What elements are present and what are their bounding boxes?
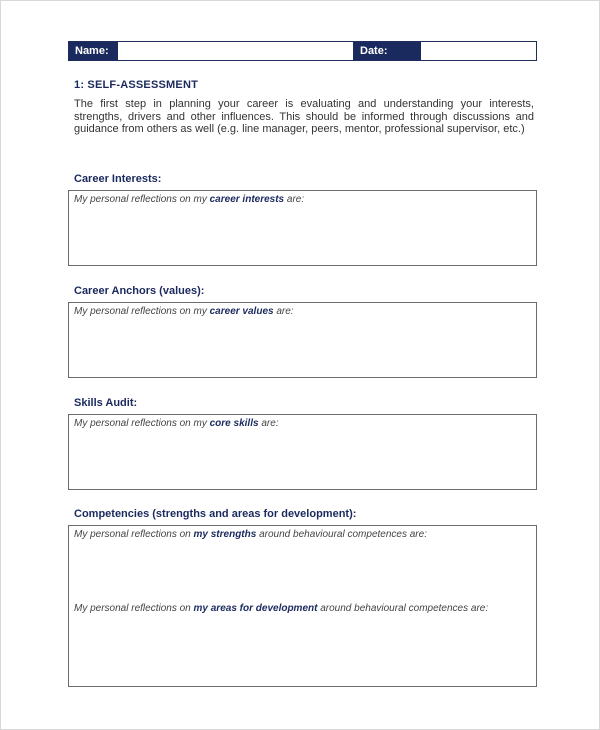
career-anchors-heading: Career Anchors (values): [74,285,205,297]
core-skills-emphasis: core skills [209,418,259,429]
name-field[interactable] [118,42,354,60]
section-title: 1: SELF-ASSESSMENT [74,79,199,91]
competencies-heading: Competencies (strengths and areas for development): [74,508,357,520]
career-interests-prompt: My personal reflections on my career interests are: [74,194,305,205]
development-emphasis: my areas for development [193,603,318,614]
career-interests-heading: Career Interests: [74,173,162,185]
career-interests-box[interactable] [68,190,537,266]
strengths-prompt: My personal reflections on my strengths around behavioural competences are: [74,529,427,540]
competencies-box[interactable] [68,525,537,687]
career-interests-emphasis: career interests [209,194,285,205]
name-date-header [68,41,537,61]
career-values-prompt: My personal reflections on my career values are: [74,306,294,317]
date-label: Date: [354,42,421,60]
skills-audit-heading: Skills Audit: [74,397,138,409]
core-skills-prompt: My personal reflections on my core skills are: [74,418,279,429]
career-values-box[interactable] [68,302,537,378]
intro-paragraph: The first step in planning your career is evaluating and understanding your interests, strengths, drivers and other influences. This should be informed through discussions and guidance from others as well (e.g. line manager, peers, mentor, professional supervisor, etc.) [74,98,534,135]
name-label: Name: [69,42,118,60]
career-values-emphasis: career values [209,306,274,317]
strengths-emphasis: my strengths [193,529,257,540]
development-prompt: My personal reflections on my areas for development around behavioural competences are: [74,603,489,614]
core-skills-box[interactable] [68,414,537,490]
date-field[interactable] [421,42,536,60]
